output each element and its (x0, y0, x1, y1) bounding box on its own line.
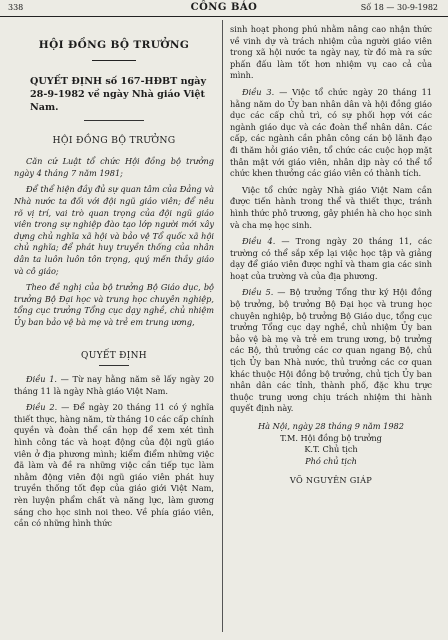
page-header (0, 0, 448, 17)
decide-rule (99, 365, 129, 366)
article-label: Điều 4. (242, 236, 276, 247)
article-2-continued: sinh hoạt phong phú nhằm nâng cao nhận thức về vinh dự và trách nhiệm của người giáo viên trong xã hội nước ta ngày nay, từ đó mà ra sức phấn đấu làm tốt hơn nhiệm vụ cao cả của mình. (230, 24, 432, 81)
signature-line: K.T. Chủ tịch (304, 444, 358, 455)
issue-number: Số 18 — 30-9-1982 (360, 3, 438, 12)
basis-paragraph: Theo đề nghị của bộ trưởng Bộ Giáo dục, bộ trưởng Bộ Đại học và trung học chuyên nghiệp, tổng cục trưởng Tổng cục dạy nghề, chủ nhiệm Ủy ban bảo vệ bà mẹ và trẻ em trung ương, (14, 282, 214, 327)
signature-line: T.M. Hội đồng bộ trưởng (280, 432, 382, 443)
article-text: — Bộ trưởng Tổng thư ký Hội đồng bộ trưởng, bộ trưởng Bộ Đại học và trung học chuyên nghiệp, bộ trưởng Bộ Giáo dục, tổng cục trưởng Tổng cục dạy nghề, chủ nhiệm Ủy ban bảo vệ bà mẹ và trẻ em trung ương, bộ trưởng các Bộ, thủ trưởng các cơ quan ngang Bộ, chủ tịch Ủy ban Nhà nước, thủ trưởng các cơ quan khác thuộc Hội đồng bộ trưởng, chủ tịch Ủy ban nhân dân các tỉnh, thành phố, đặc khu trực thuộc trung ương chịu trách nhiệm thi hành quyết định này. (230, 287, 432, 414)
article-text: — Việc tổ chức ngày 20 tháng 11 hằng năm do Ủy ban nhân dân và hội đồng giáo dục các cấp chủ trì, có sự phối hợp với các ngành giáo dục và các đoàn thể nhân dân. Các cấp, các ngành cần phân công cán bộ lãnh đạo đi thăm hỏi giáo viên, tổ chức các cuộc họp mặt thân mật với giáo viên, nhân dịp này có thể tổ chức khen thưởng các giáo viên có thành tích. (230, 86, 432, 179)
title-rule (84, 120, 144, 121)
place-date: Hà Nội, ngày 28 tháng 9 năm 1982 (258, 421, 404, 431)
article-2 (14, 402, 214, 530)
article-label: Điều 3. (242, 86, 275, 97)
article-3 (230, 87, 432, 180)
article-label: Điều 5. (242, 287, 274, 298)
decide-heading: QUYẾT ĐỊNH (81, 350, 147, 361)
page-number: 338 (8, 3, 24, 12)
article-label: Điều 2. (26, 402, 58, 413)
org-heading: HỘI ĐỒNG BỘ TRƯỞNG (38, 39, 190, 51)
article-text: — Trong ngày 20 tháng 11, các trường có thể sắp xếp lại việc học tập và giảng dạy để giáo viên được nghỉ và tham gia các sinh hoạt của trường và của địa phương. (230, 236, 432, 281)
signature-block (230, 421, 432, 487)
org-heading-2: HỘI ĐỒNG BỘ TRƯỞNG (52, 134, 176, 146)
article-text: — Từ nay hằng năm sẽ lấy ngày 20 tháng 11 là ngày Nhà giáo Việt Nam. (14, 374, 214, 396)
article-1 (14, 374, 214, 397)
signer-name: VÕ NGUYÊN GIÁP (289, 475, 373, 486)
right-column (230, 24, 432, 487)
heading-rule (92, 60, 136, 61)
article-4 (230, 236, 432, 282)
article-text: — Để ngày 20 tháng 11 có ý nghĩa thiết thực, hàng năm, từ tháng 10 các cấp chính quyền và đoàn thể cần họp để xem xét tình hình công tác và hoạt động của đội ngũ giáo viên ở địa phương mình; kiểm điểm những việc đã làm và đề ra những việc cần tiếp tục làm nhằm động viên đội ngũ giáo viên phát huy truyền thống tốt đẹp của giáo giới Việt Nam, rèn luyện phẩm chất và năng lực, làm gương sáng cho học sinh noi theo. Về phía giáo viên, cần có những hình thức (14, 402, 215, 529)
article-label: Điều 1. (26, 374, 58, 385)
basis-paragraph: Để thể hiện đầy đủ sự quan tâm của Đảng và Nhà nước ta đối với đội ngũ giáo viên; để nêu rõ vị trí, vai trò quan trọng của đội ngũ giáo viên trong sự nghiệp đào tạo lớp người mới xây dựng chủ nghĩa xã hội và bảo vệ Tổ quốc xã hội chủ nghĩa; để phát huy truyền thống của nhân dân ta luôn luôn tôn trọng, quý mến thầy giáo và cô giáo; (14, 184, 214, 276)
basis-paragraph: Căn cứ Luật tổ chức Hội đồng bộ trưởng ngày 4 tháng 7 năm 1981; (14, 156, 214, 178)
signature-line: Phó chủ tịch (305, 455, 357, 466)
publication-title: CÔNG BÁO (190, 2, 258, 13)
article-3-continued: Việc tổ chức ngày Nhà giáo Việt Nam cần được tiến hành trong thể và thiết thực, tránh hình thức phô trương, gây phiền hà cho học sinh và cha mẹ học sinh. (230, 184, 432, 230)
decision-title: QUYẾT ĐỊNH số 167-HĐBT ngày 28-9-1982 về ngày Nhà giáo Việt Nam. (30, 75, 207, 113)
column-divider (222, 20, 223, 632)
left-column (14, 24, 214, 535)
legal-basis (14, 156, 214, 328)
article-5 (230, 287, 432, 415)
